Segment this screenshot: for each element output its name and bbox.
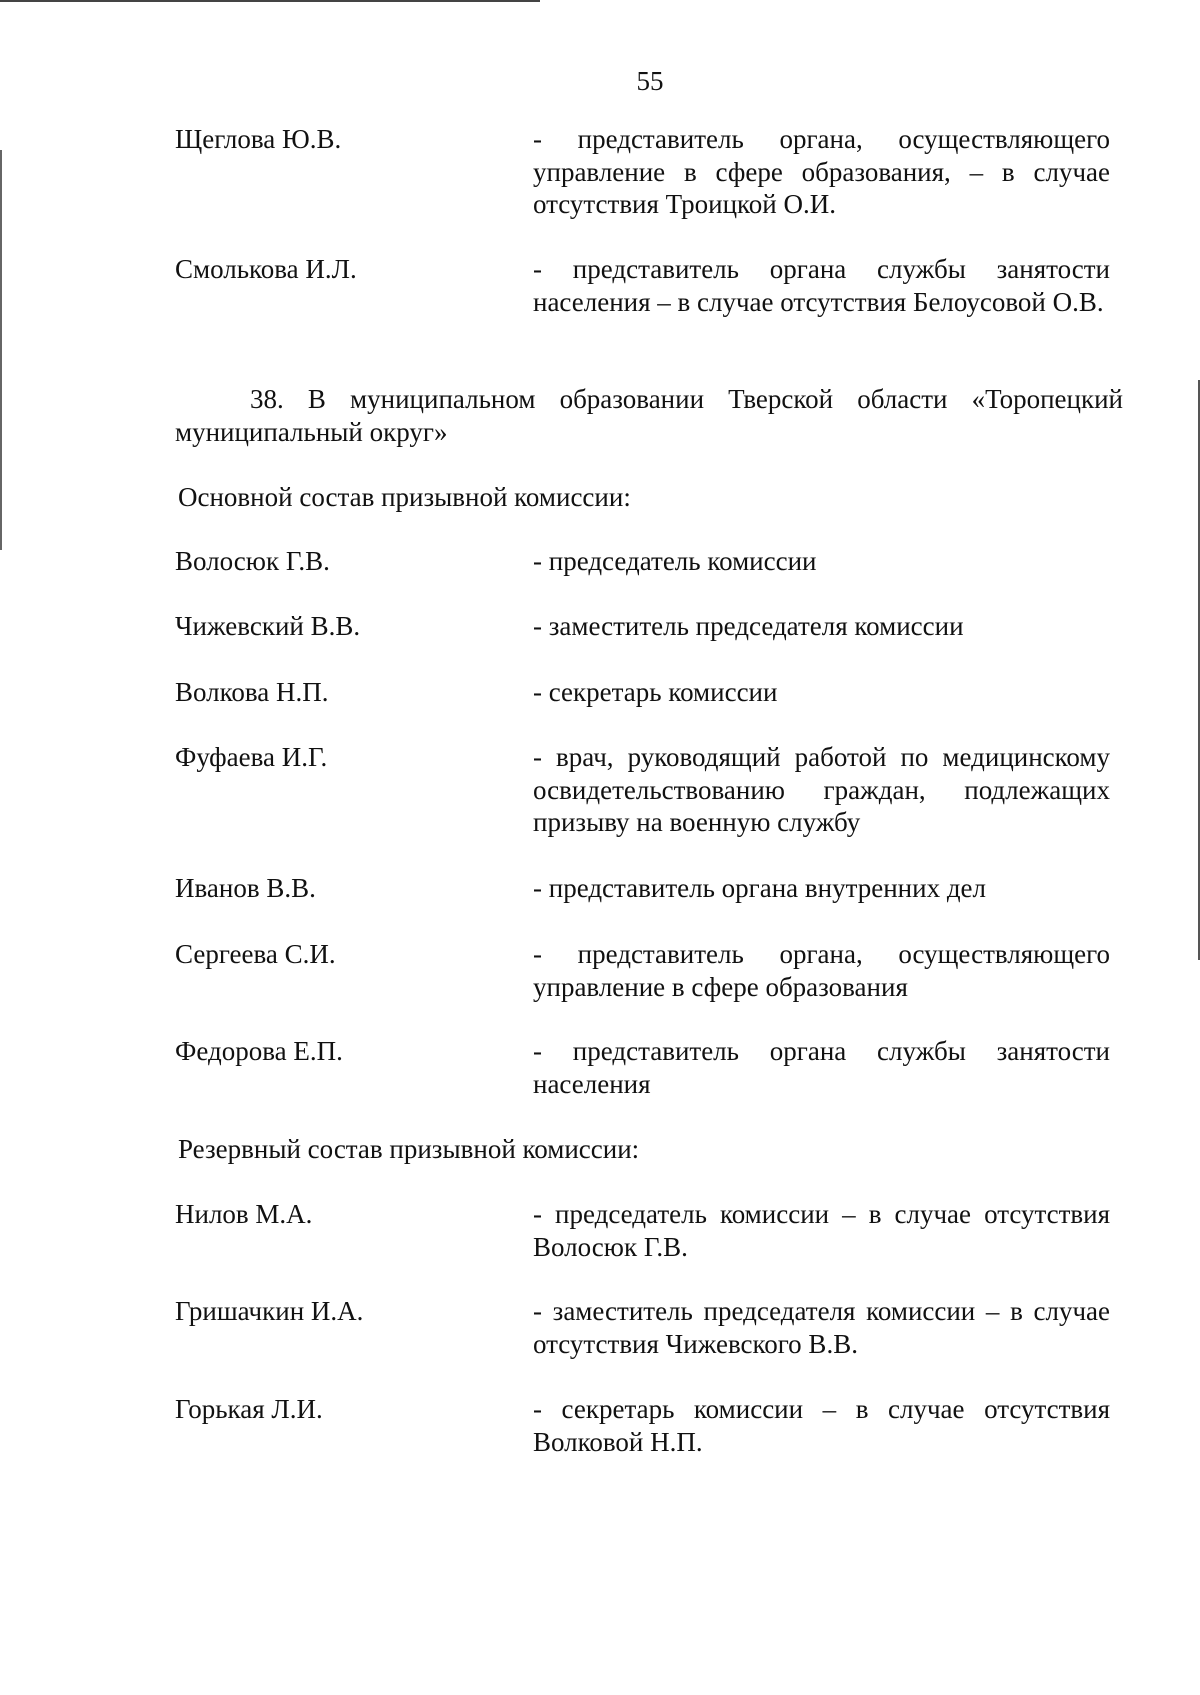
member-role: - председатель комиссии (533, 546, 817, 576)
member-name: Горькая Л.И. (175, 1394, 323, 1424)
member-role: - секретарь комиссии (533, 677, 778, 707)
member-role: - секретарь комиссии – в случае отсутствия Волковой Н.П. (533, 1394, 1110, 1457)
member-name: Сергеева С.И. (175, 939, 336, 969)
member-name: Щеглова Ю.В. (175, 124, 342, 154)
member-name: Иванов В.В. (175, 873, 316, 903)
member-role: - представитель органа службы занятости населения – в случае отсутствия Белоусовой О.В. (533, 254, 1110, 317)
scan-edge-top (0, 0, 540, 2)
scan-edge-left (0, 150, 2, 550)
member-name: Смолькова И.Л. (175, 254, 357, 284)
member-role: - врач, руководящий работой по медицинскому освидетельствованию граждан, подлежащих призыву на военную службу (533, 742, 1110, 837)
member-role: - председатель комиссии – в случае отсутствия Волосюк Г.В. (533, 1199, 1110, 1262)
reserve-composition-heading: Резервный состав призывной комиссии: (178, 1134, 640, 1164)
member-name: Гришачкин И.А. (175, 1296, 364, 1326)
member-name: Фуфаева И.Г. (175, 742, 328, 772)
member-role: - представитель органа внутренних дел (533, 873, 987, 903)
member-name: Волкова Н.П. (175, 677, 329, 707)
member-name: Чижевский В.В. (175, 611, 361, 641)
member-role: - представитель органа службы занятости населения (533, 1036, 1110, 1099)
member-role: - представитель органа, осуществляющего управление в сфере образования, – в случае отсутствия Троицкой О.И. (533, 124, 1110, 219)
member-name: Федорова Е.П. (175, 1036, 343, 1066)
member-name: Нилов М.А. (175, 1199, 313, 1229)
section-paragraph: 38. В муниципальном образовании Тверской области «Торопецкий муниципальный округ» (175, 384, 1123, 447)
member-role: - заместитель председателя комиссии (533, 611, 964, 641)
member-role: - заместитель председателя комиссии – в случае отсутствия Чижевского В.В. (533, 1296, 1110, 1359)
main-composition-heading: Основной состав призывной комиссии: (178, 482, 631, 512)
member-role: - представитель органа, осуществляющего управление в сфере образования (533, 939, 1110, 1002)
member-name: Волосюк Г.В. (175, 546, 330, 576)
page-number: 55 (636, 66, 664, 96)
